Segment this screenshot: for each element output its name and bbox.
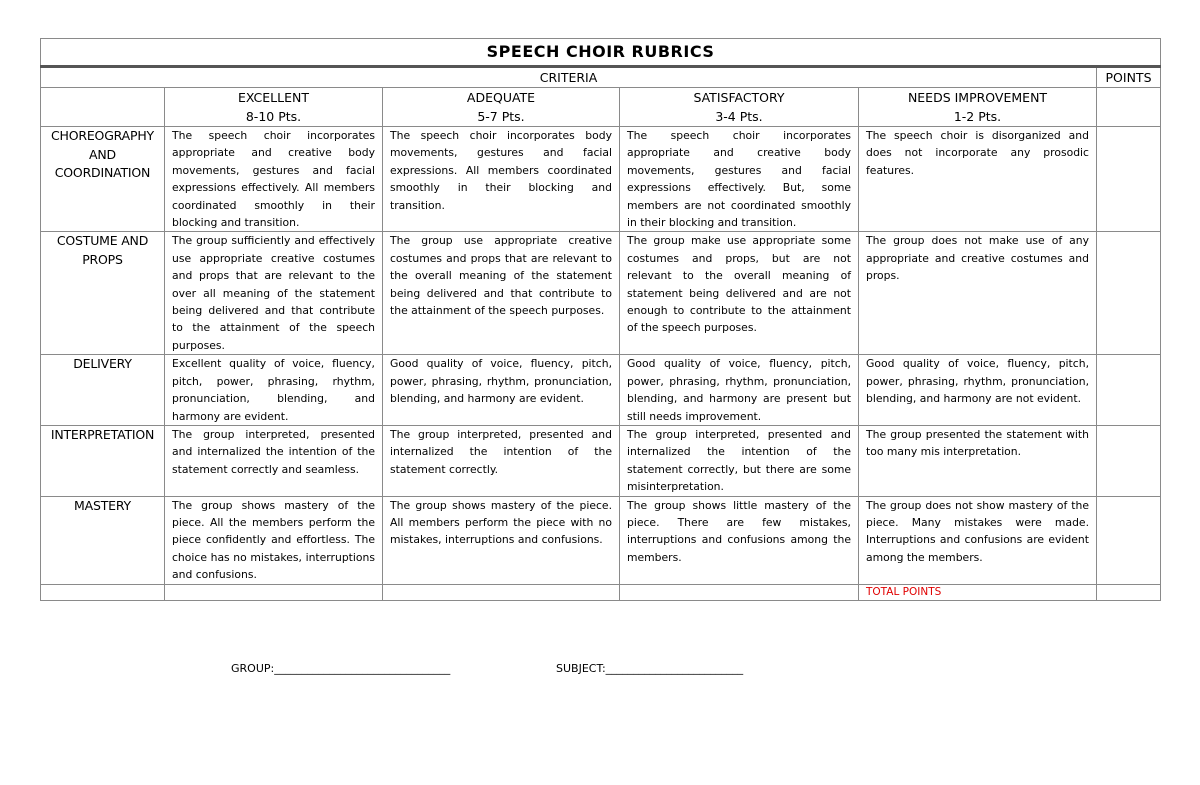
descriptor-cell: The group sufficiently and effectively use appropriate creative costumes and props that are relevant to the over all meaning of the statement being delivered and that contribute to the attainment of the speech purposes. — [165, 232, 383, 355]
descriptor-cell: The speech choir is disorganized and does not incorporate any prosodic features. — [859, 127, 1097, 232]
rubric-sheet — [40, 38, 1160, 601]
level-points: 3-4 Pts. — [715, 109, 763, 124]
descriptor-cell: The group does not make use of any appropriate and creative costumes and props. — [859, 232, 1097, 355]
descriptor-cell: Good quality of voice, fluency, pitch, power, phrasing, rhythm, pronunciation, blending, and harmony are evident. — [383, 355, 620, 426]
descriptor-cell: The group interpreted, presented and internalized the intention of the statement correctly, but there are some misinterpretation. — [620, 425, 859, 496]
points-cell[interactable] — [1097, 127, 1161, 232]
table-row — [41, 127, 1161, 232]
level-name: EXCELLENT — [238, 90, 309, 105]
level-needs-improvement — [859, 88, 1097, 127]
criterion-delivery: DELIVERY — [41, 355, 165, 426]
level-points: 1-2 Pts. — [953, 109, 1002, 124]
total-points-cell[interactable] — [1097, 584, 1161, 600]
descriptor-cell: The speech choir incorporates appropriate and creative body movements, gestures and facial expressions effectively. All members coordinated smoothly in their blocking and transition. — [165, 127, 383, 232]
descriptor-cell: The group shows mastery of the piece. All members perform the piece with no mistakes, interruptions and confusions. — [383, 496, 620, 584]
group-field[interactable]: GROUP:________________________________ — [231, 662, 451, 675]
blank-cell — [165, 584, 383, 600]
descriptor-cell: The group use appropriate creative costumes and props that are relevant to the overall meaning of the statement being delivered and that contribute to the attainment of the speech purposes. — [383, 232, 620, 355]
points-header: POINTS — [1097, 67, 1161, 88]
criterion-header-blank — [41, 88, 165, 127]
blank-cell — [383, 584, 620, 600]
blank-cell — [41, 584, 165, 600]
descriptor-cell: The group shows little mastery of the piece. There are few mistakes, interruptions and confusions among the members. — [620, 496, 859, 584]
points-cell[interactable] — [1097, 496, 1161, 584]
points-cell-blank — [1097, 88, 1161, 127]
total-points-label: TOTAL POINTS — [859, 584, 1097, 600]
criterion-choreography: CHOREOGRAPHY AND COORDINATION — [41, 127, 165, 232]
rubric-title: SPEECH CHOIR RUBRICS — [41, 39, 1161, 67]
subject-field[interactable]: SUBJECT:_________________________ — [556, 662, 744, 675]
descriptor-cell: The group make use appropriate some costumes and props, but are not relevant to the overall meaning of statement being delivered and are not enough to contribute to the attainment of the speech purposes. — [620, 232, 859, 355]
level-adequate — [383, 88, 620, 127]
criteria-header: CRITERIA — [41, 67, 1097, 88]
descriptor-cell: Good quality of voice, fluency, pitch, power, phrasing, rhythm, pronunciation, blending, and harmony are not evident. — [859, 355, 1097, 426]
total-row — [41, 584, 1161, 600]
points-cell[interactable] — [1097, 232, 1161, 355]
points-cell[interactable] — [1097, 425, 1161, 496]
level-name: SATISFACTORY — [693, 90, 785, 105]
descriptor-cell: The speech choir incorporates appropriate and creative body movements, gestures and facial expressions effectively. But, some members are not coordinated smoothly in their blocking and transition. — [620, 127, 859, 232]
blank-cell — [620, 584, 859, 600]
criterion-mastery: MASTERY — [41, 496, 165, 584]
level-satisfactory — [620, 88, 859, 127]
criterion-interpretation: INTERPRETATION — [41, 425, 165, 496]
descriptor-cell: Excellent quality of voice, fluency, pitch, power, phrasing, rhythm, pronunciation, blending, and harmony are evident. — [165, 355, 383, 426]
descriptor-cell: The speech choir incorporates body movements, gestures and facial expressions. All members coordinated smoothly in their blocking and transition. — [383, 127, 620, 232]
descriptor-cell: The group does not show mastery of the piece. Many mistakes were made. Interruptions and confusions are evident among the members. — [859, 496, 1097, 584]
criterion-costume: COSTUME AND PROPS — [41, 232, 165, 355]
points-cell[interactable] — [1097, 355, 1161, 426]
descriptor-cell: Good quality of voice, fluency, pitch, power, phrasing, rhythm, pronunciation, blending, and harmony are present but still needs improvement. — [620, 355, 859, 426]
descriptor-cell: The group presented the statement with too many mis interpretation. — [859, 425, 1097, 496]
descriptor-cell: The group shows mastery of the piece. All the members perform the piece confidently and effortless. The choice has no mistakes, interruptions and confusions. — [165, 496, 383, 584]
table-row — [41, 496, 1161, 584]
table-row — [41, 232, 1161, 355]
rubric-table — [40, 38, 1161, 601]
level-points: 5-7 Pts. — [477, 109, 525, 124]
descriptor-cell: The group interpreted, presented and internalized the intention of the statement correctly. — [383, 425, 620, 496]
descriptor-cell: The group interpreted, presented and internalized the intention of the statement correctly and seamless. — [165, 425, 383, 496]
level-excellent — [165, 88, 383, 127]
level-name: ADEQUATE — [466, 90, 536, 105]
level-name: NEEDS IMPROVEMENT — [907, 90, 1048, 105]
table-row — [41, 425, 1161, 496]
level-points: 8-10 Pts. — [245, 109, 302, 124]
table-row — [41, 355, 1161, 426]
